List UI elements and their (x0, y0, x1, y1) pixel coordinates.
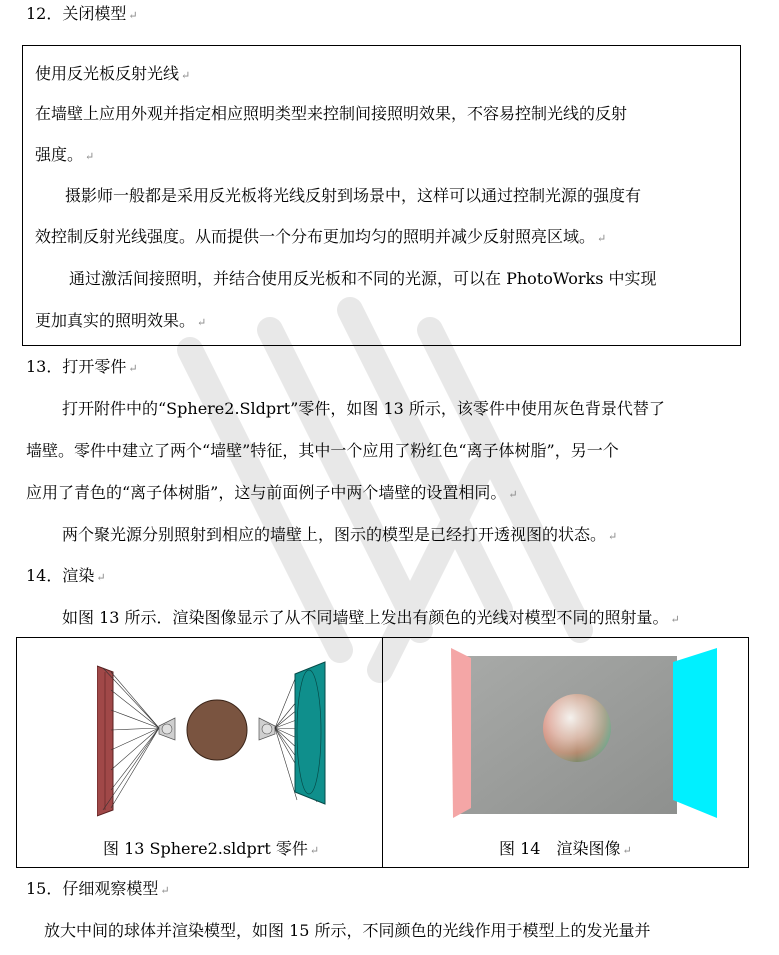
figure-14-caption: 图 14 渲染图像 ↵ (499, 839, 632, 858)
figure-13-image (97, 660, 337, 820)
figure-13-caption: 图 13 Sphere2.sldprt 零件 ↵ (103, 839, 320, 858)
figure-table-divider (382, 638, 383, 867)
section-13-paragraph-line-3: 应用了青色的“离子体树脂”，这与前面例子中两个墙壁的设置相同。 ↵ (26, 483, 518, 502)
box-paragraph-3-line-1: 通过激活间接照明，并结合使用反光板和不同的光源，可以在 PhotoWorks 中实现 (69, 269, 657, 288)
box-paragraph-2-line-2: 效控制反射光线强度。从而提供一个分布更加均匀的照明并减少反射照亮区域。 ↵ (35, 227, 607, 246)
figure-table (16, 637, 749, 868)
section-15-paragraph: 放大中间的球体并渲染模型，如图 15 所示，不同颜色的光线作用于模型上的发光量并 (44, 921, 651, 940)
section-13-paragraph-line-2: 墙壁。零件中建立了两个“墙壁”特征，其中一个应用了粉红色“离子体树脂”，另一个 (26, 441, 619, 460)
section-12-heading: 12．关闭模型 ↵ (26, 4, 138, 23)
section-15-heading: 15．仔细观察模型 ↵ (26, 879, 170, 898)
section-13-paragraph-2: 两个聚光源分别照射到相应的墙壁上，图示的模型是已经打开透视图的状态。 ↵ (62, 525, 618, 544)
section-14-paragraph: 如图 13 所示．渲染图像显示了从不同墙壁上发出有颜色的光线对模型不同的照射量。 ↵ (62, 608, 680, 627)
box-paragraph-1-line-1: 在墙壁上应用外观并指定相应照明类型来控制间接照明效果，不容易控制光线的反射 (35, 104, 628, 123)
box-paragraph-2-line-1: 摄影师一般都是采用反光板将光线反射到场景中，这样可以通过控制光源的强度有 (65, 186, 642, 205)
section-13-paragraph-line-1: 打开附件中的“Sphere2.Sldprt”零件，如图 13 所示，该零件中使用灰色背景代替了 (62, 399, 665, 418)
box-paragraph-3-line-2: 更加真实的照明效果。 ↵ (35, 311, 207, 330)
section-13-heading: 13．打开零件 ↵ (26, 357, 138, 376)
box-title: 使用反光板反射光线 ↵ (35, 64, 191, 83)
section-14-heading: 14．渲染 ↵ (26, 566, 106, 585)
info-box (22, 45, 741, 346)
figure-14-image (435, 648, 725, 823)
box-paragraph-1-line-2: 强度。 ↵ (35, 145, 95, 164)
